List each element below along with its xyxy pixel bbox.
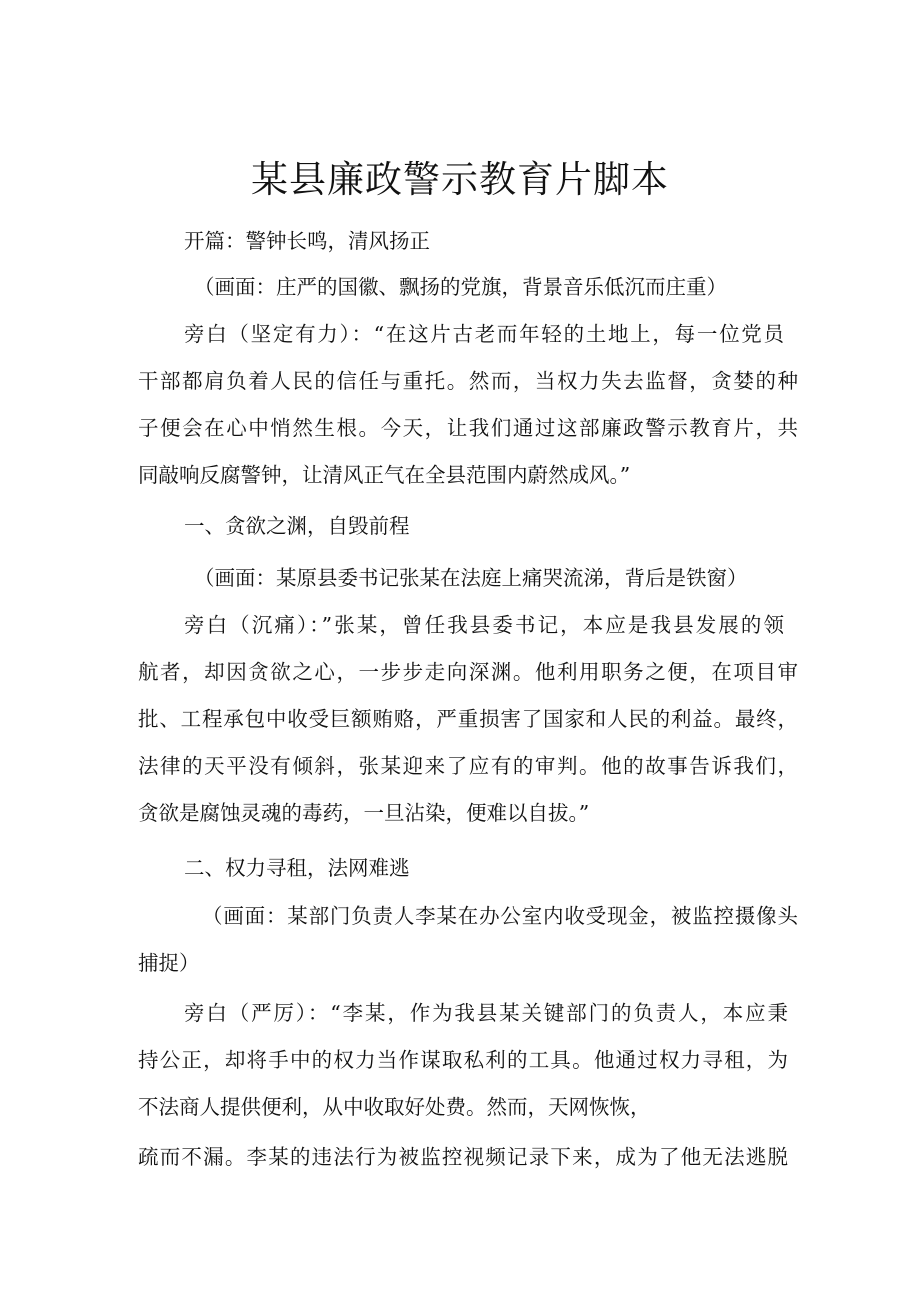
section-two-heading: 二、权力寻租，法网难逃 <box>184 856 410 880</box>
narration-paragraph-line: 持公正，却将手中的权力当作谋取私利的工具。他通过权力寻租，为 <box>138 1048 788 1072</box>
scene-direction-paragraph: （画面：某部门负责人李某在办公室内收受现金，被监控摄像头 <box>202 904 798 928</box>
narration-paragraph-line: 旁白（沉痛）：”张某，曾任我县委书记，本应是我县发展的领 <box>184 613 784 637</box>
narration-paragraph-line: 旁白（坚定有力）：“在这片古老而年轻的土地上，每一位党员 <box>184 322 784 346</box>
narration-paragraph-line: 旁白（严厉）：“李某，作为我县某关键部门的负责人，本应秉 <box>184 1001 788 1025</box>
scene-direction-paragraph: 捕捉） <box>138 951 200 975</box>
scene-direction-paragraph: （画面：某原县委书记张某在法庭上痛哭流涕，背后是铁窗） <box>194 566 748 590</box>
narration-paragraph-line: 贪欲是腐蚀灵魂的毒药，一旦沾染，便难以自拔。” <box>138 801 590 825</box>
section-one-heading: 一、贪欲之渊，自毁前程 <box>184 514 410 538</box>
narration-paragraph-line: 子便会在心中悄然生根。今天，让我们通过这部廉政警示教育片，共 <box>138 416 798 440</box>
narration-paragraph-line: 干部都肩负着人民的信任与重托。然而，当权力失去监督，贪婪的种 <box>138 369 798 393</box>
section-opening-heading: 开篇：警钟长鸣，清风扬正 <box>184 229 430 253</box>
narration-paragraph-line: 疏而不漏。李某的违法行为被监控视频记录下来，成为了他无法逃脱 <box>138 1145 788 1169</box>
narration-paragraph-line: 航者，却因贪欲之心，一步步走向深渊。他利用职务之便，在项目审 <box>138 660 798 684</box>
narration-paragraph-line: 批、工程承包中收受巨额贿赂，严重损害了国家和人民的利益。最终， <box>138 707 798 731</box>
scene-direction-paragraph: （画面：庄严的国徽、飘扬的党旗，背景音乐低沉而庄重） <box>194 275 727 299</box>
narration-paragraph-line: 法律的天平没有倾斜，张某迎来了应有的审判。他的故事告诉我们， <box>138 754 798 778</box>
narration-paragraph-line: 不法商人提供便利，从中收取好处费。然而，天网恢恢， <box>138 1095 651 1119</box>
narration-paragraph-line: 同敲响反腐警钟，让清风正气在全县范围内蔚然成风。” <box>138 463 631 487</box>
document-title: 某县廉政警示教育片脚本 <box>251 158 669 201</box>
